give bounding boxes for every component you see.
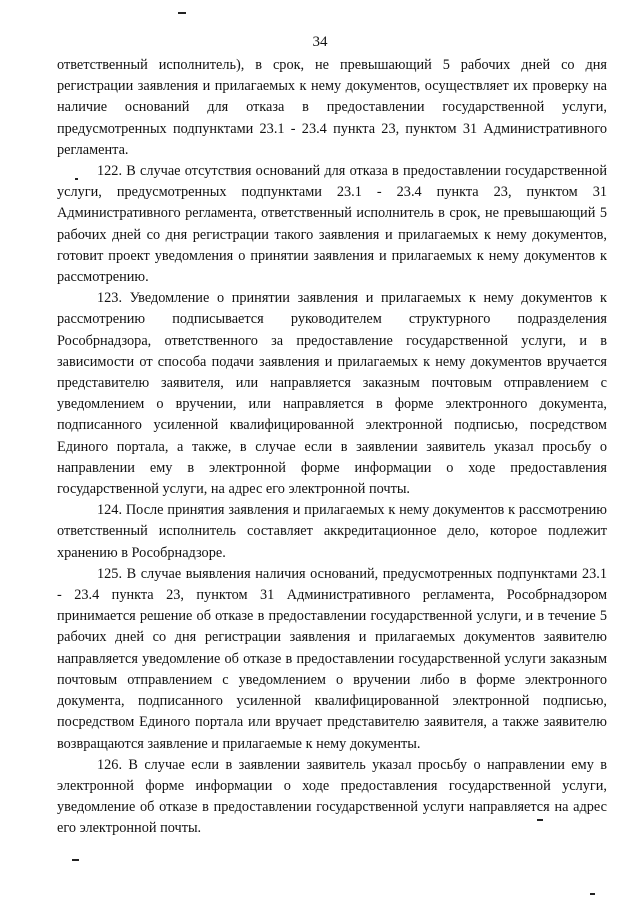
page-number: 34	[312, 34, 328, 50]
scan-mark	[72, 859, 79, 861]
scan-mark	[75, 178, 78, 180]
scan-mark	[178, 12, 186, 14]
document-body	[57, 55, 607, 840]
scan-mark	[590, 893, 595, 895]
paragraph-122: 122. В случае отсутствия оснований для отказа в предоставлении государственной услуги, предусмотренных подпунктами 23.1 - 23.4 пункта 23, пунктом 31 Административного регламента, ответственный исполнитель в срок, не превышающий 5 рабочих дней со дня регистрации такого заявления и прилагаемых к нему документов, готовит проект уведомления о принятии заявления и прилагаемых к нему документов к рассмотрению.	[57, 163, 607, 286]
paragraph-123: 123. Уведомление о принятии заявления и прилагаемых к нему документов к рассмотрению подписывается руководителем структурного подразделения Рособрнадзора, ответственного за предоставление государственной услуги, и в зависимости от способа подачи заявления и прилагаемых к нему документов вручается представителю заявителя, или направляется заказным почтовым отправлением с уведомлением о вручении, или направляется в форме электронного документа, подписанного усиленной квалифицированной электронной подписью, посредством Единого портала, а также, в случае если в заявлении заявитель указал просьбу о направлении ему в электронной форме информации о ходе предоставления государственной услуги, на адрес его электронной почты.	[57, 290, 607, 498]
paragraph-126: 126. В случае если в заявлении заявитель указал просьбу о направлении ему в электронной форме информации о ходе предоставления государственной услуги, уведомление об отказе в предоставлении государственной услуги направляется на адрес его электронной почты.	[57, 756, 607, 837]
paragraph-124: 124. После принятия заявления и прилагаемых к нему документов к рассмотрению ответственный исполнитель составляет аккредитационное дело, которое подлежит хранению в Рособрнадзоре.	[57, 502, 607, 561]
paragraph-continuation: ответственный исполнитель), в срок, не превышающий 5 рабочих дней со дня регистрации заявления и прилагаемых к нему документов, осуществляет их проверку на наличие оснований для отказа в предоставлении государственной услуги, предусмотренных подпунктами 23.1 - 23.4 пункта 23, пунктом 31 Административного регламента.	[57, 57, 607, 158]
scan-mark	[537, 819, 543, 821]
paragraph-125: 125. В случае выявления наличия оснований, предусмотренных подпунктами 23.1 - 23.4 пункта 23, пунктом 31 Административного регламента, Рособрнадзором принимается решение об отказе в предоставлении государственной услуги, и в течение 5 рабочих дней со дня регистрации заявления и прилагаемых документов заявителю направляется уведомление об отказе в предоставлении государственной услуги заказным почтовым отправлением с уведомлением о вручении либо в форме электронного документа, подписанного усиленной квалифицированной электронной подписью, посредством Единого портала или вручает представителю заявителя, а также заявителю возвращаются заявление и прилагаемые к нему документы.	[57, 565, 607, 752]
